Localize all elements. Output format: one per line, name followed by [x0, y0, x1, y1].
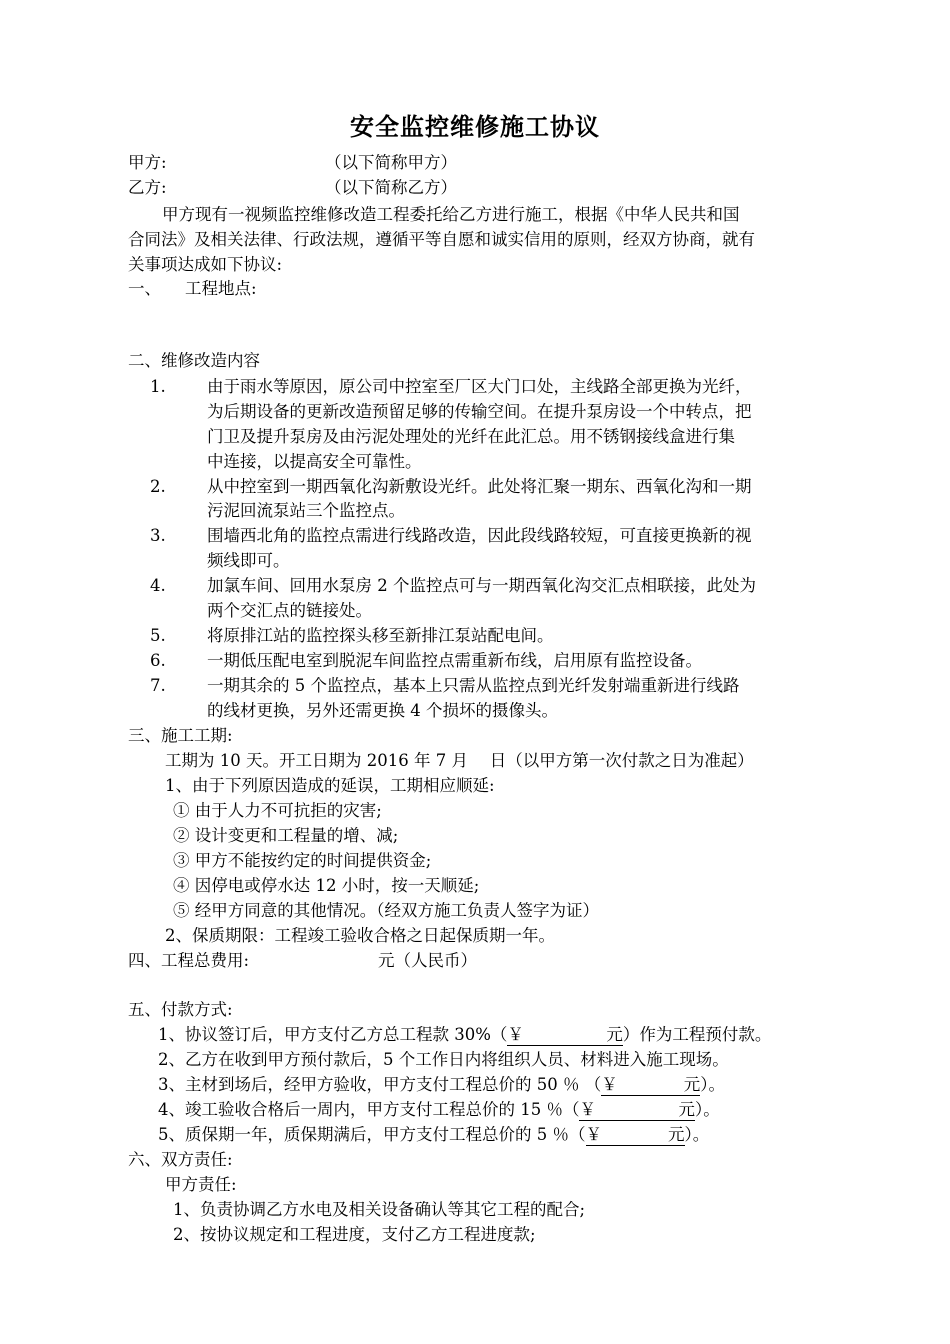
- section-4-unit: 元（人民币）: [378, 951, 477, 970]
- delay-item: ③ 甲方不能按约定的时间提供资金;: [173, 851, 432, 870]
- item-line: 两个交汇点的链接处。: [207, 601, 372, 620]
- party-a-duty-item: 1、负责协调乙方水电及相关设备确认等其它工程的配合;: [173, 1200, 586, 1219]
- construction-period: 工期为 10 天。开工日期为 2016 年 7 月 日（以甲方第一次付款之日为准起）: [165, 751, 754, 770]
- amount-blank: ￥ 元: [585, 1125, 685, 1144]
- item-line: 一期其余的 5 个监控点，基本上只需从监控点到光纤发射端重新进行线路: [207, 676, 740, 695]
- item-line: 的线材更换，另外还需更换 4 个损坏的摄像头。: [207, 701, 558, 720]
- payment-text: 1、协议签订后，甲方支付乙方总工程款 30%（: [158, 1025, 508, 1044]
- party-b-label: 乙方:: [128, 178, 167, 197]
- payment-item-5: [158, 1122, 709, 1147]
- amount-blank: ￥ 元: [601, 1075, 701, 1094]
- warranty-period: 2、保质期限：工程竣工验收合格之日起保质期一年。: [165, 926, 555, 945]
- item-line: 污泥回流泵站三个监控点。: [207, 501, 405, 520]
- party-a-duty-item: 2、按协议规定和工程进度，支付乙方工程进度款;: [173, 1225, 536, 1244]
- payment-text: 5、质保期一年，质保期满后，甲方支付工程总价的 5 ％（: [158, 1125, 586, 1144]
- amount-blank: ￥ 元: [507, 1025, 623, 1044]
- item-number: 2.: [150, 477, 166, 496]
- amount-blank: ￥ 元: [579, 1100, 695, 1119]
- item-line: 一期低压配电室到脱泥车间监控点需重新布线，启用原有监控设备。: [207, 651, 702, 670]
- section-4-label: 四、工程总费用:: [128, 951, 250, 970]
- delay-item: ⑤ 经甲方同意的其他情况。（经双方施工负责人签字为证）: [173, 901, 599, 920]
- item-line: 门卫及提升泵房及由污泥处理处的光纤在此汇总。用不锈钢接线盒进行集: [207, 427, 735, 446]
- payment-text: ）。: [700, 1075, 725, 1094]
- item-line: 为后期设备的更新改造预留足够的传输空间。在提升泵房设一个中转点，把: [207, 402, 752, 421]
- payment-item-4: [158, 1097, 720, 1122]
- party-a-label: 甲方:: [128, 153, 167, 172]
- intro-line: 关事项达成如下协议:: [128, 255, 283, 274]
- section-3-heading: 三、施工工期:: [128, 726, 233, 745]
- item-line: 从中控室到一期西氧化沟新敷设光纤。此处将汇聚一期东、西氧化沟和一期: [207, 477, 752, 496]
- item-number: 6.: [150, 651, 166, 670]
- section-2-heading: 二、维修改造内容: [128, 351, 260, 370]
- party-a-duty-heading: 甲方责任:: [165, 1175, 237, 1194]
- payment-text: ）。: [684, 1125, 710, 1144]
- item-line: 将原排江站的监控探头移至新排江泵站配电间。: [207, 626, 554, 645]
- payment-text: 4、竣工验收合格后一周内，甲方支付工程总价的 15 ％（: [158, 1100, 580, 1119]
- item-number: 3.: [150, 526, 166, 545]
- item-line: 频线即可。: [207, 551, 290, 570]
- intro-line: 合同法》及相关法律、行政法规，遵循平等自愿和诚实信用的原则，经双方协商，就有: [128, 230, 755, 249]
- payment-item-2: 2、乙方在收到甲方预付款后，5 个工作日内将组织人员、材料进入施工现场。: [158, 1050, 729, 1069]
- delay-heading: 1、由于下列原因造成的延误，工期相应顺延:: [165, 776, 495, 795]
- party-a-note: （以下简称甲方）: [325, 153, 457, 172]
- party-b-note: （以下简称乙方）: [325, 178, 457, 197]
- item-number: 1.: [150, 377, 166, 396]
- item-number: 5.: [150, 626, 166, 645]
- document-title: 安全监控维修施工协议: [350, 112, 600, 141]
- payment-item-3: [158, 1072, 725, 1097]
- item-line: 围墙西北角的监控点需进行线路改造，因此段线路较短，可直接更换新的视: [207, 526, 752, 545]
- item-number: 7.: [150, 676, 166, 695]
- section-1-title: 工程地点:: [185, 279, 257, 298]
- section-6-heading: 六、双方责任:: [128, 1150, 233, 1169]
- delay-item: ① 由于人力不可抗拒的灾害;: [173, 801, 382, 820]
- section-1-number: 一、: [128, 279, 161, 298]
- delay-item: ② 设计变更和工程量的增、减;: [173, 826, 399, 845]
- payment-text: 3、主材到场后，经甲方验收，甲方支付工程总价的 50 ％ （: [158, 1075, 602, 1094]
- intro-line: 甲方现有一视频监控维修改造工程委托给乙方进行施工，根据《中华人民共和国: [162, 205, 740, 224]
- item-line: 加氯车间、回用水泵房 2 个监控点可与一期西氧化沟交汇点相联接，此处为: [207, 576, 756, 595]
- delay-item: ④ 因停电或停水达 12 小时，按一天顺延;: [173, 876, 480, 895]
- item-line: 由于雨水等原因，原公司中控室至厂区大门口处，主线路全部更换为光纤，: [207, 377, 752, 396]
- payment-text: ）。: [694, 1100, 720, 1119]
- payment-item-1: [158, 1022, 771, 1047]
- section-5-heading: 五、付款方式:: [128, 1000, 233, 1019]
- item-line: 中连接，以提高安全可靠性。: [207, 452, 422, 471]
- item-number: 4.: [150, 576, 166, 595]
- payment-text: ）作为工程预付款。: [622, 1025, 772, 1044]
